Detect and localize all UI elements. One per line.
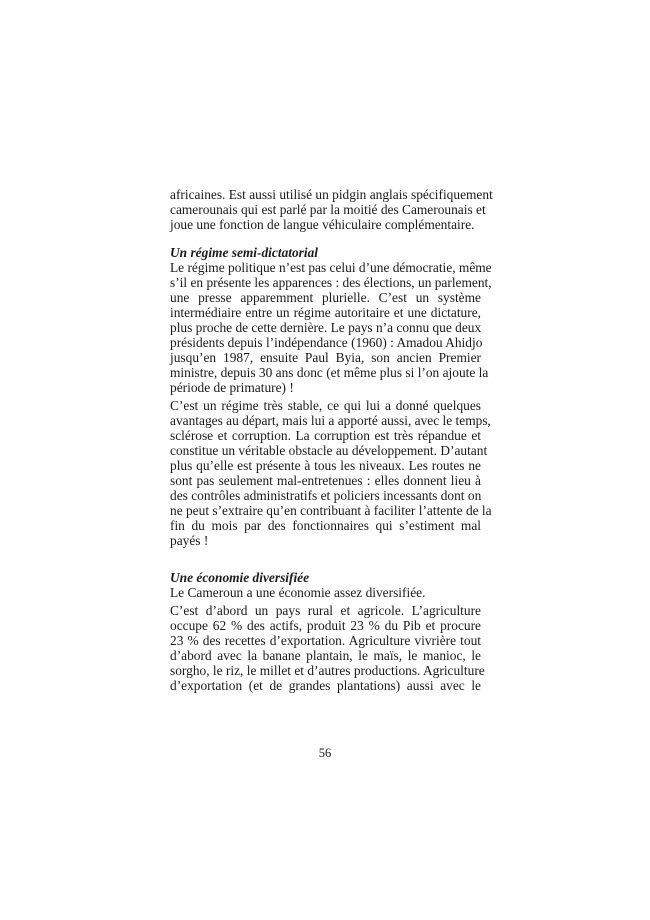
text-line: africaines. Est aussi utilisé un pidgin anglais spécifiquement <box>170 187 493 202</box>
text-line: ministre, depuis 30 ans donc (et même plus si l’on ajoute la <box>170 365 489 380</box>
text-line: Le Cameroun a une économie assez diversifiée. <box>170 585 426 600</box>
text-line: ne peut s’extraire qu’en contribuant à faciliter l’attente de la <box>170 503 492 518</box>
text-line: C’est un régime très stable, ce qui lui a donné quelques <box>170 398 481 413</box>
paragraph <box>170 187 493 232</box>
text-line: payés ! <box>170 533 209 548</box>
text-line: s’il en présente les apparences : des élections, un parlement, <box>170 275 492 290</box>
text-line: fin du mois par des fonctionnaires qui s’estiment mal <box>170 518 481 533</box>
text-line: période de primature) ! <box>170 380 294 395</box>
text-line: une presse apparemment plurielle. C’est un système <box>170 290 481 305</box>
text-line: jusqu’en 1987, ensuite Paul Byia, son ancien Premier <box>170 350 481 365</box>
text-line: intermédiaire entre un régime autoritaire et une dictature, <box>170 305 481 320</box>
text-line: occupe 62 % des actifs, produit 23 % du Pib et procure <box>170 618 481 633</box>
text-line: C’est d’abord un pays rural et agricole. L’agriculture <box>170 603 481 618</box>
text-line: sorgho, le riz, le millet et d’autres productions. Agriculture <box>170 663 485 678</box>
text-line: constitue un véritable obstacle au développement. D’autant <box>170 443 488 458</box>
section-heading: Une économie diversifiée <box>170 570 310 585</box>
text-line: des contrôles administratifs et policiers incessants dont on <box>170 488 482 503</box>
text-line: d’abord avec la banane plantain, le maïs, le manioc, le <box>170 648 481 663</box>
text-line: 23 % des recettes d’exportation. Agriculture vivrière tout <box>170 633 481 648</box>
body-text <box>170 187 493 693</box>
text-line: plus proche de cette dernière. Le pays n’a connu que deux <box>170 320 482 335</box>
text-line: d’exportation (et de grandes plantations) aussi avec le <box>170 678 481 693</box>
text-line: Le régime politique n’est pas celui d’une démocratie, même <box>170 260 492 275</box>
page-number: 56 <box>318 746 332 760</box>
paragraph <box>170 585 481 600</box>
section-heading: Un régime semi-dictatorial <box>170 245 319 260</box>
text-line: camerounais qui est parlé par la moitié des Camerounais et <box>170 202 486 217</box>
paragraph <box>170 603 485 693</box>
paragraph <box>170 260 492 395</box>
text-line: joue une fonction de langue véhiculaire complémentaire. <box>170 217 475 232</box>
text-line: avantages au départ, mais lui a apporté aussi, avec le temps, <box>170 413 491 428</box>
paragraph <box>170 398 492 548</box>
text-line: plus qu’elle est présente à tous les niveaux. Les routes ne <box>170 458 481 473</box>
text-line: présidents depuis l’indépendance (1960) : Amadou Ahidjo <box>170 335 483 350</box>
text-line: sont pas seulement mal-entretenues : elles donnent lieu à <box>170 473 481 488</box>
text-line: sclérose et corruption. La corruption est très répandue et <box>170 428 481 443</box>
